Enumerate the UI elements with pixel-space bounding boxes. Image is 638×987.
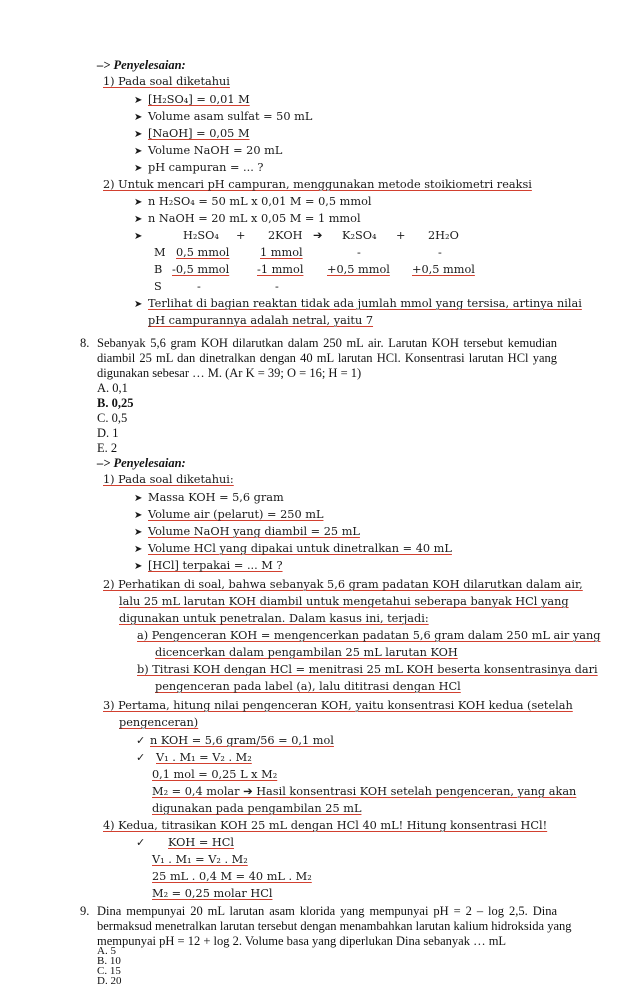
- sub-step-a: a) Pengenceran KOH = mengencerkan padatan 5,6 gram dalam 250 mL air yang: [137, 629, 601, 642]
- cell-value: -: [275, 280, 279, 293]
- given-item: ➤ Volume HCl yang dipakai untuk dinetralkan = 40 mL: [134, 541, 452, 558]
- calc-item: ✓ KOH = HCl: [136, 836, 235, 849]
- sub-step-b: b) Titrasi KOH dengan HCl = menitrasi 25 mL KOH beserta konsentrasinya dari: [137, 663, 598, 676]
- calc-item: ✓ V₁ . M₁ = V₂ . M₂: [136, 751, 252, 764]
- cell-value: -: [438, 246, 442, 259]
- step-text: 2) Perhatikan di soal, bahwa sebanyak 5,6 gram padatan KOH dilarutkan dalam air,: [103, 578, 583, 591]
- option-b-correct: B. 0,25: [97, 396, 134, 410]
- step-text: lalu 25 mL larutan KOH diambil untuk mengetahui seberapa banyak HCl yang: [119, 595, 569, 608]
- step-text: pengenceran): [119, 716, 199, 729]
- question-text: diambil 25 mL dan dinetralkan dengan 40 mL larutan HCl. Konsentrasi larutan HCl yang: [97, 351, 557, 365]
- given-item: ➤ Volume asam sulfat = 50 mL: [134, 109, 312, 126]
- cell-value: +0,5 mmol: [412, 263, 475, 276]
- reactant-koh: 2KOH: [268, 229, 303, 242]
- product-h2o: 2H₂O: [428, 229, 459, 242]
- step-title: 1) Pada soal diketahui:: [103, 473, 234, 486]
- given-item: ➤ [NaOH] = 0,05 M: [134, 126, 250, 143]
- row-label-s: S: [154, 280, 162, 293]
- product-k2so4: K₂SO₄: [342, 229, 377, 242]
- option-d: D. 20: [97, 975, 122, 987]
- question-text: mempunyai pH = 12 + log 2. Volume basa yang diperlukan Dina sebanyak … mL: [97, 934, 507, 948]
- given-item: ➤ [H₂SO₄] = 0,01 M: [134, 92, 250, 109]
- calc-item: 25 mL . 0,4 M = 40 mL . M₂: [152, 870, 312, 883]
- arrowhead-bullet-icon: ➤: [134, 299, 143, 310]
- option-a: A. 5: [97, 945, 116, 957]
- calc-item: digunakan pada pengambilan 25 mL: [152, 802, 362, 815]
- cell-value: -: [197, 280, 201, 293]
- cell-value: -1 mmol: [257, 263, 304, 276]
- option-b: B. 10: [97, 955, 121, 967]
- cell-value: -0,5 mmol: [172, 263, 230, 276]
- question-number: 8.: [80, 336, 90, 350]
- calc-item: ➤ n NaOH = 20 mL x 0,05 M = 1 mmol: [134, 211, 361, 228]
- arrowhead-bullet-icon: ➤: [134, 231, 143, 242]
- sub-step-a: dicencerkan dalam pengambilan 25 mL larutan KOH: [155, 646, 458, 659]
- question-text: digunakan sebesar … M. (Ar K = 39; O = 16; H = 1): [97, 366, 362, 380]
- arrowhead-bullet-icon: ➤: [134, 129, 143, 140]
- question-text: Dina mempunyai 20 mL larutan asam klorida yang mempunyai pH = 2 – log 2,5. Dina: [97, 904, 557, 918]
- arrowhead-bullet-icon: ➤: [134, 214, 143, 225]
- arrowhead-bullet-icon: ➤: [134, 510, 143, 521]
- sub-step-b: pengenceran pada label (a), lalu dititrasi dengan HCl: [155, 680, 461, 693]
- reactant-h2so4: H₂SO₄: [183, 229, 219, 242]
- step-title: 4) Kedua, titrasikan KOH 25 mL dengan HCl 40 mL! Hitung konsentrasi HCl!: [103, 819, 548, 832]
- cell-value: 0,5 mmol: [176, 246, 230, 259]
- solution-heading: –> Penyelesaian:: [97, 456, 186, 470]
- question-text: bermaksud menetralkan larutan tersebut dengan menambahkan larutan kalium hidroksida yang: [97, 919, 572, 933]
- option-c: C. 15: [97, 965, 121, 977]
- checkmark-icon: ✓: [136, 836, 146, 849]
- conclusion-text: ➤ Terlihat di bagian reaktan tidak ada jumlah mmol yang tersisa, artinya nilai: [134, 296, 582, 313]
- cell-value: +0,5 mmol: [327, 263, 390, 276]
- arrowhead-bullet-icon: ➤: [134, 112, 143, 123]
- given-item: ➤ Volume NaOH yang diambil = 25 mL: [134, 524, 360, 541]
- option-a: A. 0,1: [97, 381, 128, 395]
- arrowhead-bullet-icon: ➤: [134, 493, 143, 504]
- step-title: 1) Pada soal diketahui: [103, 75, 230, 88]
- given-item: ➤ [HCl] terpakai = ... M ?: [134, 558, 283, 575]
- step-text: digunakan untuk penetralan. Dalam kasus ini, terjadi:: [119, 612, 429, 625]
- plus-sign: +: [236, 229, 246, 242]
- given-item: ➤ Volume NaOH = 20 mL: [134, 143, 282, 160]
- given-item: ➤ Massa KOH = 5,6 gram: [134, 490, 284, 507]
- checkmark-icon: ✓: [136, 751, 146, 764]
- arrowhead-bullet-icon: ➤: [134, 561, 143, 572]
- arrowhead-bullet-icon: ➤: [134, 197, 143, 208]
- question-text: Sebanyak 5,6 gram KOH dilarutkan dalam 250 mL air. Larutan KOH tersebut kemudian: [97, 336, 557, 350]
- row-label-b: B: [154, 263, 163, 276]
- calc-item: M₂ = 0,25 molar HCl: [152, 887, 273, 900]
- step-title: 2) Untuk mencari pH campuran, menggunakan metode stoikiometri reaksi: [103, 178, 532, 191]
- row-label-m: M: [154, 246, 166, 259]
- calc-item: M₂ = 0,4 molar ➔ Hasil konsentrasi KOH setelah pengenceran, yang akan: [152, 785, 577, 798]
- cell-value: 1 mmol: [260, 246, 303, 259]
- plus-sign: +: [396, 229, 406, 242]
- option-e: E. 2: [97, 441, 118, 455]
- cell-value: -: [357, 246, 361, 259]
- option-d: D. 1: [97, 426, 119, 440]
- arrowhead-bullet-icon: ➤: [134, 527, 143, 538]
- calc-item: ➤ n H₂SO₄ = 50 mL x 0,01 M = 0,5 mmol: [134, 194, 372, 211]
- calc-item: 0,1 mol = 0,25 L x M₂: [152, 768, 278, 781]
- arrowhead-bullet-icon: ➤: [134, 146, 143, 157]
- checkmark-icon: ✓: [136, 734, 146, 747]
- step-text: 3) Pertama, hitung nilai pengenceran KOH, yaitu konsentrasi KOH kedua (setelah: [103, 699, 573, 712]
- solution-heading: –> Penyelesaian:: [97, 58, 186, 72]
- reaction-arrow-icon: ➔: [313, 229, 323, 242]
- arrowhead-bullet-icon: ➤: [134, 544, 143, 555]
- option-c: C. 0,5: [97, 411, 128, 425]
- question-number: 9.: [80, 904, 90, 918]
- given-item: ➤ Volume air (pelarut) = 250 mL: [134, 507, 323, 524]
- given-item: ➤ pH campuran = ... ?: [134, 160, 263, 177]
- arrowhead-bullet-icon: ➤: [134, 95, 143, 106]
- arrowhead-bullet-icon: ➤: [134, 163, 143, 174]
- calc-item: ✓ n KOH = 5,6 gram/56 = 0,1 mol: [136, 734, 334, 747]
- conclusion-text: pH campurannya adalah netral, yaitu 7: [148, 314, 374, 327]
- calc-item: V₁ . M₁ = V₂ . M₂: [152, 853, 248, 866]
